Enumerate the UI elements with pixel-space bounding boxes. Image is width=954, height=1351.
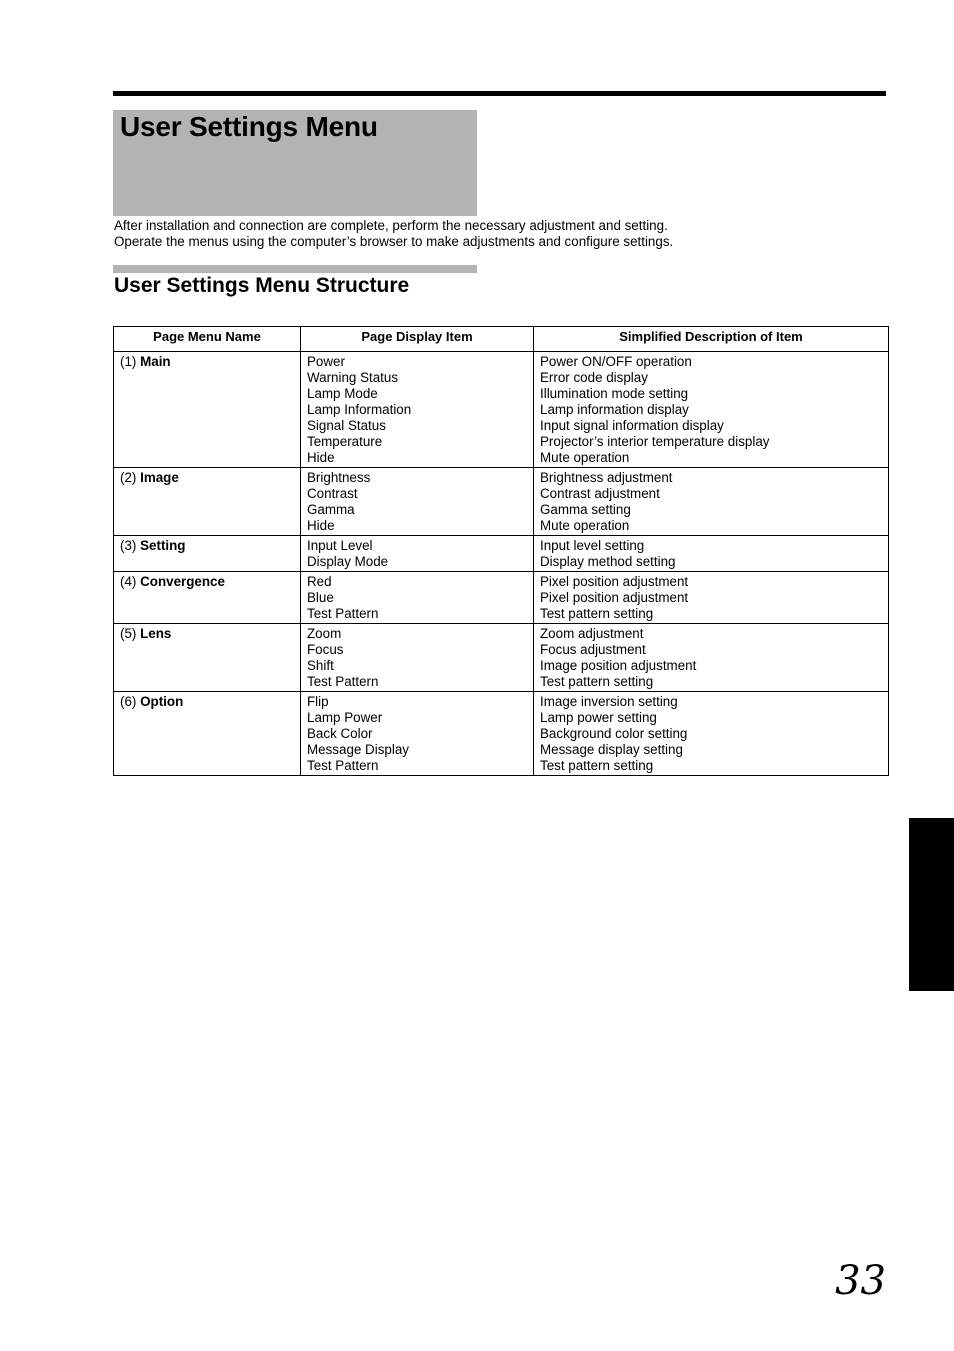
descriptions-cell [534,352,889,468]
item-description: Input signal information display [540,418,724,433]
table-row [114,468,889,536]
display-item: Hide [307,450,335,465]
display-item: Hide [307,518,335,533]
menu-name: Convergence [140,574,225,589]
item-description: Message display setting [540,742,683,757]
display-item: Flip [307,694,329,709]
descriptions-cell [534,572,889,624]
display-item: Contrast [307,486,358,501]
item-description: Display method setting [540,554,676,569]
display-item: Signal Status [307,418,386,433]
menu-name: Option [140,694,184,709]
intro-line: Operate the menus using the computer’s browser to make adjustments and configure settings. [114,234,674,249]
display-item: Lamp Information [307,402,412,417]
menu-number: (5) [120,626,137,641]
item-description: Zoom adjustment [540,626,644,641]
descriptions-cell [534,692,889,776]
item-description: Lamp information display [540,402,689,417]
descriptions-cell [534,536,889,572]
display-items-cell [301,572,534,624]
table-header-row [114,327,889,352]
display-items-cell [301,692,534,776]
display-item: Red [307,574,332,589]
display-item: Shift [307,658,334,673]
side-tab-marker [909,818,954,991]
item-description: Brightness adjustment [540,470,673,485]
display-item: Test Pattern [307,758,379,773]
display-item: Warning Status [307,370,399,385]
item-description: Image position adjustment [540,658,697,673]
menu-name-cell [114,692,301,776]
menu-name-cell [114,624,301,692]
menu-name-cell [114,468,301,536]
intro-text [114,218,673,250]
menu-number: (1) [120,354,137,369]
table-row [114,352,889,468]
menu-name-cell [114,536,301,572]
menu-number: (4) [120,574,137,589]
descriptions-cell [534,468,889,536]
display-item: Back Color [307,726,373,741]
display-item: Input Level [307,538,373,553]
item-description: Mute operation [540,518,630,533]
table-body [114,352,889,776]
item-description: Mute operation [540,450,630,465]
page-title: User Settings Menu [120,111,378,142]
display-item: Temperature [307,434,383,449]
menu-name: Lens [140,626,172,641]
section-rule [113,265,477,273]
item-description: Test pattern setting [540,758,654,773]
item-description: Contrast adjustment [540,486,660,501]
item-description: Test pattern setting [540,606,654,621]
item-description: Error code display [540,370,648,385]
display-item: Display Mode [307,554,389,569]
display-items-cell [301,624,534,692]
table-row [114,536,889,572]
menu-structure-table [113,326,889,776]
column-header: Page Display Item [301,327,534,352]
table-row [114,572,889,624]
display-item: Test Pattern [307,606,379,621]
menu-number: (3) [120,538,137,553]
item-description: Lamp power setting [540,710,657,725]
display-items-cell [301,536,534,572]
menu-number: (2) [120,470,137,485]
page-number: 33 [835,1258,886,1304]
menu-name-cell [114,352,301,468]
display-item: Gamma [307,502,355,517]
item-description: Input level setting [540,538,645,553]
item-description: Pixel position adjustment [540,590,689,605]
display-item: Power [307,354,345,369]
intro-line: After installation and connection are complete, perform the necessary adjustment and setting. [114,218,668,233]
item-description: Projector’s interior temperature display [540,434,770,449]
item-description: Illumination mode setting [540,386,689,401]
item-description: Pixel position adjustment [540,574,689,589]
item-description: Background color setting [540,726,688,741]
display-item: Lamp Mode [307,386,378,401]
display-item: Lamp Power [307,710,383,725]
menu-number: (6) [120,694,137,709]
item-description: Focus adjustment [540,642,646,657]
column-header: Page Menu Name [114,327,301,352]
display-item: Focus [307,642,344,657]
table-row [114,624,889,692]
table-row [114,692,889,776]
item-description: Gamma setting [540,502,631,517]
display-items-cell [301,352,534,468]
descriptions-cell [534,624,889,692]
display-item: Test Pattern [307,674,379,689]
item-description: Test pattern setting [540,674,654,689]
display-item: Message Display [307,742,409,757]
item-description: Image inversion setting [540,694,678,709]
display-item: Zoom [307,626,342,641]
item-description: Power ON/OFF operation [540,354,692,369]
menu-name: Image [140,470,179,485]
column-header: Simplified Description of Item [534,327,889,352]
display-item: Blue [307,590,334,605]
section-title: User Settings Menu Structure [114,274,410,297]
top-rule [113,91,886,96]
title-box [113,110,477,216]
menu-name: Main [140,354,171,369]
display-items-cell [301,468,534,536]
menu-name-cell [114,572,301,624]
display-item: Brightness [307,470,371,485]
menu-name: Setting [140,538,186,553]
